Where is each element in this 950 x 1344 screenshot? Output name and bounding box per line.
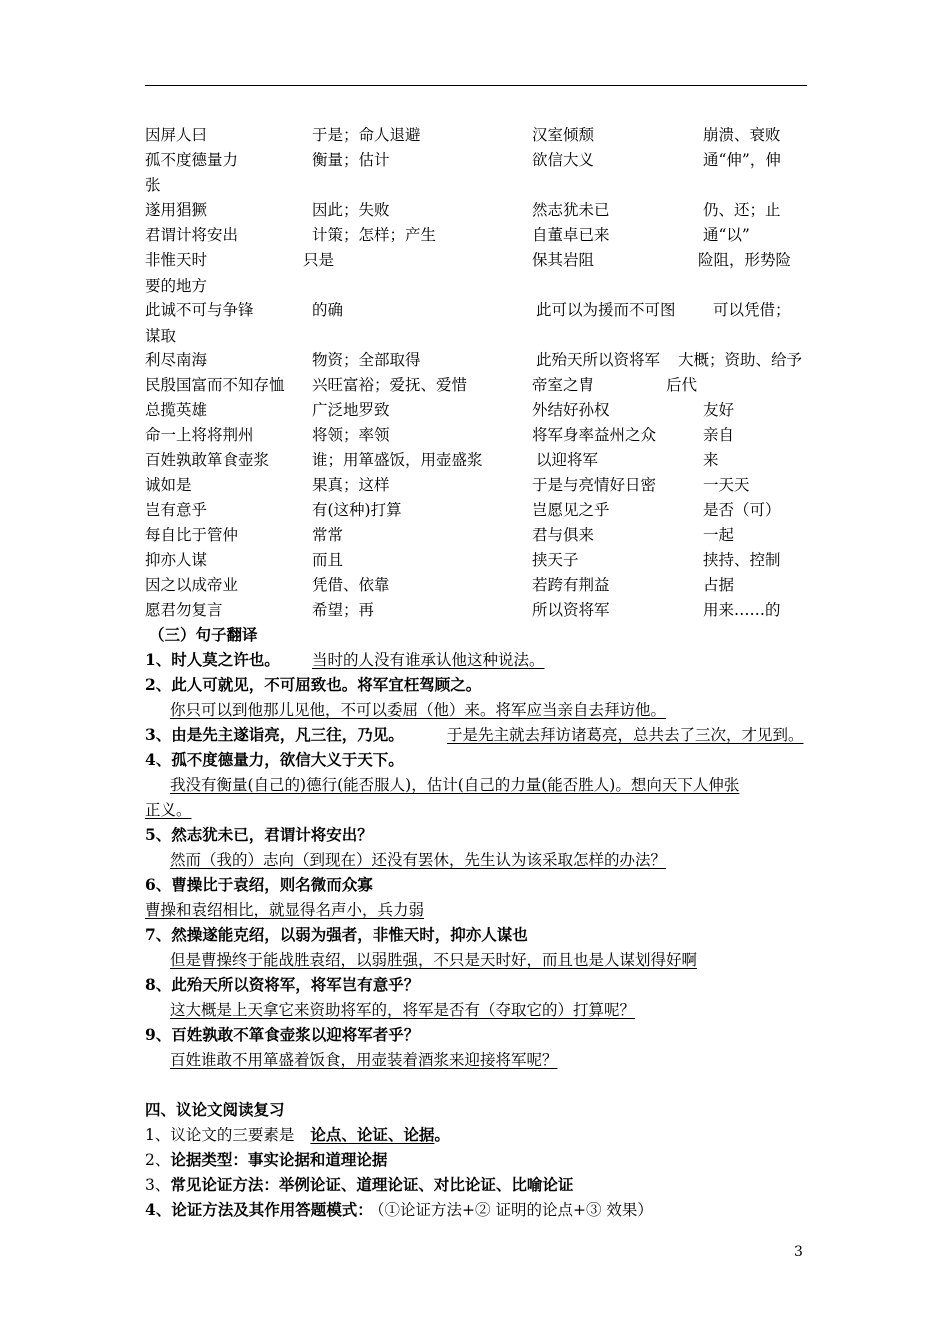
vocab-meaning: 一起: [703, 526, 735, 544]
vocab-meaning: 谁；用箪盛饭，用壶盛浆: [312, 451, 483, 469]
line-prefix: 1、议论文的三要素是: [145, 1126, 295, 1144]
vocab-meaning: 占据: [703, 576, 735, 594]
vocab-term: 总揽英雄: [145, 401, 208, 419]
vocab-meaning: 只是: [303, 251, 335, 269]
vocab-meaning: 可以凭借；: [713, 301, 791, 319]
vocab-term: 将军身率益州之众: [532, 426, 657, 444]
vocab-meaning: 物资；全部取得: [312, 351, 421, 369]
section4-line-2: [145, 1150, 387, 1170]
vocab-meaning: 而且: [312, 551, 344, 569]
vocab-meaning: 用来……的: [703, 601, 781, 619]
vocab-term: 汉室倾颓: [532, 126, 595, 144]
vocab-term: 此殆天所以资将军: [536, 351, 661, 369]
answer-template-note: （①论证方法+② 证明的论点+③ 效果）: [376, 1201, 653, 1219]
header-rule: [145, 85, 807, 86]
vocab-term: 岂有意乎: [145, 501, 208, 519]
translation-answer: 你只可以到他那儿见他，不可以委屈（他）来。将军应当亲自去拜访他。: [170, 701, 667, 719]
vocab-meaning: 凭借、依靠: [312, 576, 390, 594]
vocab-term: 外结好孙权: [532, 401, 610, 419]
translation-question: 1、时人莫之许也。: [145, 650, 280, 669]
vocab-meaning: 大概；资助、给予: [678, 351, 803, 369]
vocab-term: 岂愿见之乎: [532, 501, 610, 519]
vocab-meaning: 亲自: [703, 426, 735, 444]
vocab-meaning: 于是；命人退避: [312, 126, 421, 144]
vocab-meaning: 衡量；估计: [312, 151, 390, 169]
vocab-meaning: 友好: [703, 401, 735, 419]
vocab-term: 每自比于管仲: [145, 526, 239, 544]
vocab-meaning: 通“伸”，伸: [703, 151, 781, 169]
vocab-term: 百姓孰敢箪食壶浆: [145, 451, 270, 469]
section4-line-1: [145, 1125, 450, 1145]
translation-answer: 于是先主就去拜访诸葛亮，总共去了三次，才见到。: [447, 726, 804, 744]
translation-answer: 这大概是上天拿它来资助将军的，将军是否有（夺取它的）打算呢？: [170, 1001, 636, 1019]
vocab-meaning: 的确: [312, 301, 344, 319]
line-prefix: 3、: [145, 1176, 171, 1194]
vocab-wrap: 要的地方: [145, 277, 208, 295]
vocab-term: 利尽南海: [145, 351, 208, 369]
vocab-term: 诚如是: [145, 476, 192, 494]
vocab-meaning: 仍、还；止: [703, 201, 781, 219]
vocab-meaning: 通“以”: [703, 226, 750, 244]
vocab-meaning: 广泛地罗致: [312, 401, 390, 419]
vocab-term: 此可以为援而不可图: [536, 301, 676, 319]
section-title: （三）句子翻译: [149, 625, 258, 644]
translation-question: 7、然操遂能克绍，以弱为强者，非惟天时，抑亦人谋也: [145, 925, 528, 944]
three-elements-answer: 论点、论证、论据: [310, 1125, 435, 1144]
vocab-meaning: 险阻，形势险: [698, 251, 792, 269]
vocab-term: 君谓计将安出: [145, 226, 239, 244]
vocab-term: 此诚不可与争锋: [145, 301, 254, 319]
vocab-term: 所以资将军: [532, 601, 610, 619]
vocab-term: 民殷国富而不知存恤: [145, 376, 285, 394]
vocab-term: 因屏人曰: [145, 126, 208, 144]
translation-question: 2、此人可就见，不可屈致也。将军宜枉驾顾之。: [145, 675, 482, 694]
vocab-term: 命一上将将荆州: [145, 426, 254, 444]
section4-line-4: [145, 1200, 653, 1220]
vocab-term: 挟天子: [532, 551, 579, 569]
vocab-meaning: 果真；这样: [312, 476, 390, 494]
translation-question: 9、百姓孰敢不箪食壶浆以迎将军者乎？: [145, 1025, 420, 1044]
translation-answer-cont: 正义。: [145, 801, 192, 819]
translation-question: 6、曹操比于袁绍，则名微而众寡: [145, 875, 373, 894]
translation-answer: 百姓谁敢不用箪盛着饭食，用壶装着酒浆来迎接将军呢？: [170, 1051, 558, 1069]
vocab-meaning: 因此；失败: [312, 201, 390, 219]
vocab-meaning: 一天天: [703, 476, 750, 494]
translation-question: 3、由是先主遂诣亮，凡三往，乃见。: [145, 725, 404, 744]
line-suffix: 。: [434, 1125, 450, 1144]
vocab-term: 若跨有荆益: [532, 576, 610, 594]
vocab-term: 保其岩阻: [532, 251, 595, 269]
translation-question: 4、孤不度德量力，欲信大义于天下。: [145, 750, 404, 769]
vocab-term: 因之以成帝业: [145, 576, 239, 594]
answer-template-label: 4、论证方法及其作用答题模式：: [145, 1200, 373, 1219]
vocab-term: 以迎将军: [536, 451, 599, 469]
translation-question: 8、此殆天所以资将军，将军岂有意乎？: [145, 975, 420, 994]
vocab-wrap: 谋取: [145, 327, 177, 345]
translation-answer: 当时的人没有谁承认他这种说法。: [312, 651, 545, 669]
vocab-term: 抑亦人谋: [145, 551, 208, 569]
vocab-meaning: 计策；怎样；产生: [312, 226, 437, 244]
vocab-meaning: 希望；再: [312, 601, 375, 619]
vocab-meaning: 来: [703, 451, 719, 469]
vocab-term: 孤不度德量力: [145, 151, 239, 169]
vocab-meaning: 挟持、控制: [703, 551, 781, 569]
vocab-wrap: 张: [145, 176, 161, 194]
argument-methods: 常见论证方法：举例论证、道理论证、对比论证、比喻论证: [170, 1175, 574, 1194]
vocab-term: 自董卓已来: [532, 226, 610, 244]
vocab-meaning: 是否（可）: [703, 501, 781, 519]
translation-answer: 曹操和袁绍相比，就显得名声小，兵力弱: [145, 901, 425, 919]
vocab-meaning: 兴旺富裕；爱抚、爱惜: [312, 376, 468, 394]
vocab-term: 于是与亮情好日密: [532, 476, 657, 494]
section-title: 四、议论文阅读复习: [145, 1100, 285, 1119]
vocab-term: 然志犹未已: [532, 201, 610, 219]
page-number: 3: [794, 1244, 803, 1260]
vocab-term: 君与俱来: [532, 526, 595, 544]
translation-answer: 然而（我的）志向（到现在）还没有罢休，先生认为该采取怎样的办法？: [170, 851, 667, 869]
vocab-term: 非惟天时: [145, 251, 208, 269]
vocab-meaning: 常常: [312, 526, 344, 544]
translation-question: 5、然志犹未已，君谓计将安出？: [145, 825, 373, 844]
vocab-term: 愿君勿复言: [145, 601, 223, 619]
translation-answer: 但是曹操终于能战胜袁绍，以弱胜强，不只是天时好，而且也是人谋划得好啊: [170, 951, 698, 969]
evidence-types: 论据类型：事实论据和道理论据: [170, 1150, 388, 1169]
vocab-meaning: 后代: [666, 376, 698, 394]
section4-line-3: [145, 1175, 573, 1195]
vocab-term: 遂用猖獗: [145, 201, 208, 219]
vocab-meaning: 将领；率领: [312, 426, 390, 444]
vocab-term: 欲信大义: [532, 151, 595, 169]
vocab-meaning: 崩溃、衰败: [703, 126, 781, 144]
vocab-meaning: 有(这种)打算: [312, 501, 402, 519]
vocab-term: 帝室之胄: [532, 376, 595, 394]
line-prefix: 2、: [145, 1151, 171, 1169]
translation-answer: 我没有衡量(自己的)德行(能否服人)，估计(自己的力量(能否胜人)。想向天下人伸张: [170, 776, 740, 794]
